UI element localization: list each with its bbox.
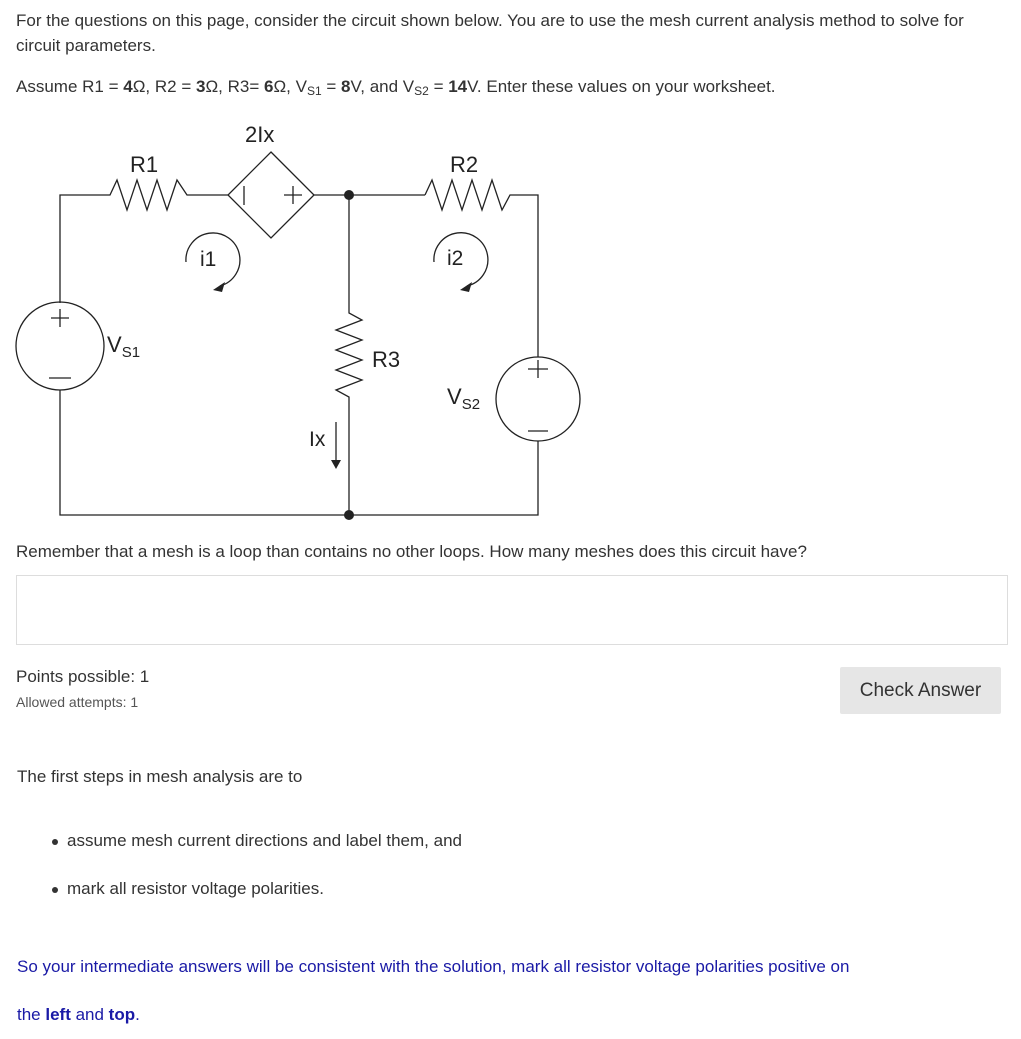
r2-label: R2 (450, 152, 479, 177)
mesh-count-question: Remember that a mesh is a loop than contains no other loops. How many meshes does this circuit have? (16, 542, 807, 561)
list-item: assume mesh current directions and label them, and (50, 830, 462, 852)
polarity-note: So your intermediate answers will be consistent with the solution, mark all resistor voltage polarities positive on the left and top. (17, 957, 850, 1024)
dependent-source-label: 2Ix (245, 122, 275, 147)
node-top (344, 190, 354, 200)
circuit-diagram (0, 110, 600, 530)
ix-label: Ix (309, 428, 326, 451)
vs2-value: 14 (448, 77, 468, 96)
list-item: mark all resistor voltage polarities. (50, 878, 462, 900)
steps-intro: The first steps in mesh analysis are to (17, 767, 303, 786)
mesh2-label: i2 (447, 247, 464, 270)
r2-value: 3 (195, 77, 206, 96)
assumptions-line: Assume R1 = 4Ω, R2 = 3Ω, R3= 6Ω, $V_{S1} = 8V$, and $V_{S2} = 14V$. Enter these values on your worksheet. (16, 77, 776, 98)
vs1-value: 8 (341, 77, 351, 96)
check-answer-button[interactable]: Check Answer (840, 667, 1001, 714)
r1-label: R1 (130, 152, 159, 177)
r3-label: R3 (372, 347, 401, 372)
r3-value: 6 (264, 77, 274, 96)
steps-list (50, 830, 462, 900)
r1-resistor (102, 180, 228, 210)
node-bottom (344, 510, 354, 520)
left-wire (60, 195, 102, 303)
r2-resistor (425, 180, 538, 357)
r1-value: 4 (123, 77, 133, 96)
r3-resistor (336, 195, 362, 515)
intro-text: For the questions on this page, consider the circuit shown below. You are to use the mesh current analysis method to solve for circuit parameters. (16, 11, 964, 55)
vs2-label: $V_{S2}$ (447, 384, 481, 413)
vs1-label: $V_{S1}$ (107, 332, 141, 361)
allowed-attempts: Allowed attempts: 1 (16, 694, 139, 710)
points-possible: Points possible: 1 (16, 667, 150, 686)
mesh1-label: i1 (200, 248, 217, 271)
mesh-count-answer-field[interactable] (16, 575, 1008, 645)
